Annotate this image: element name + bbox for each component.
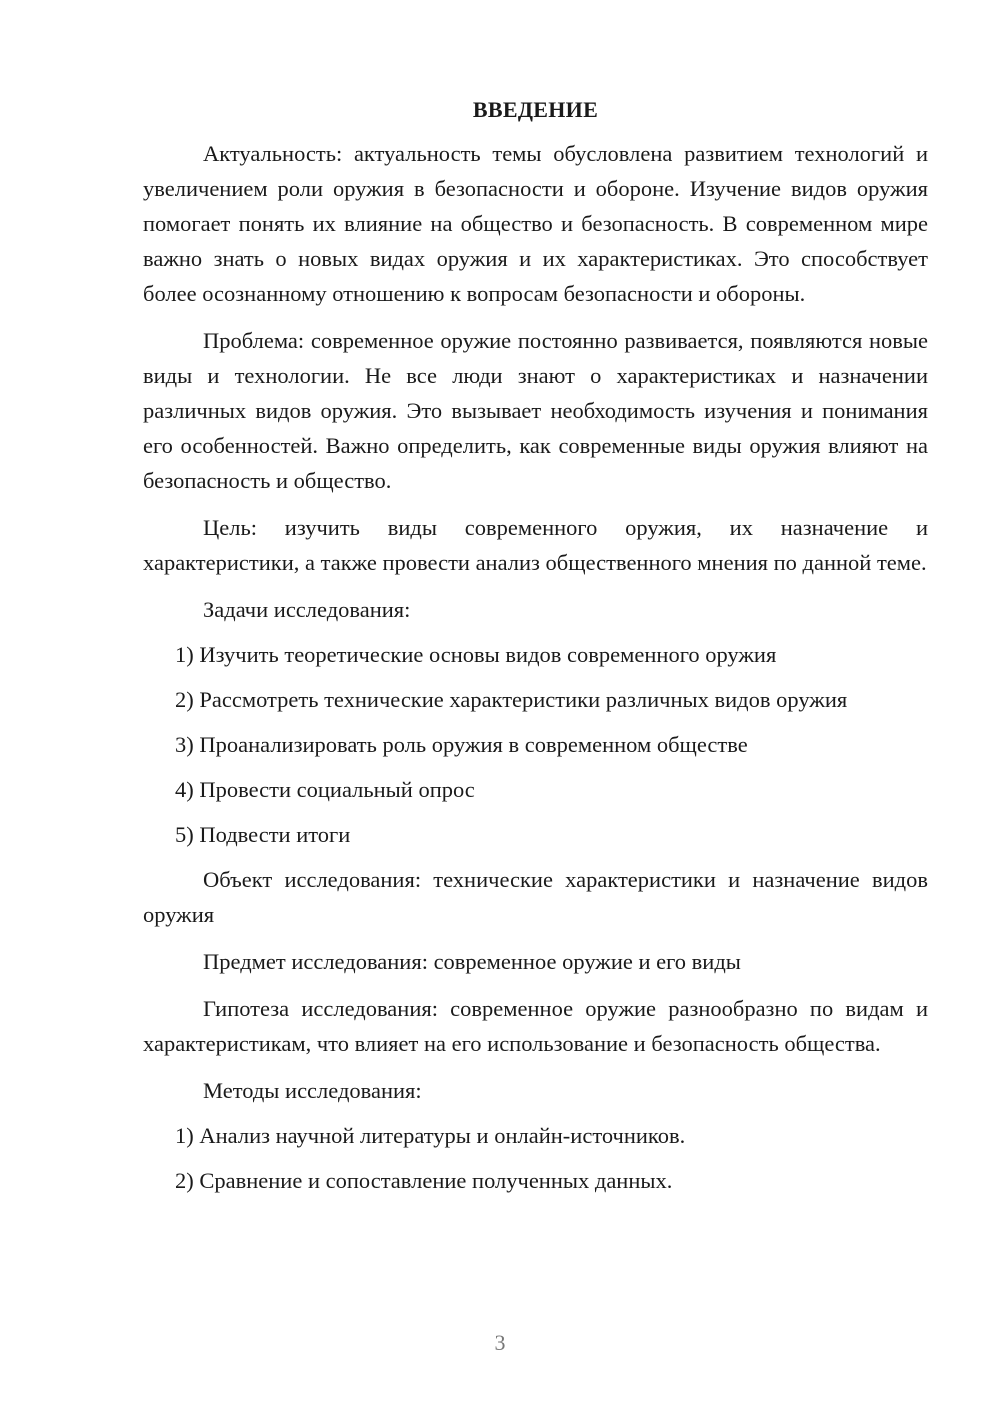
document-page <box>143 92 928 1208</box>
list-item: 4) Провести социальный опрос <box>175 777 475 802</box>
page-title: ВВЕДЕНИЕ <box>472 97 599 122</box>
list-item: 5) Подвести итоги <box>175 822 351 847</box>
list-item: 1) Анализ научной литературы и онлайн-источников. <box>175 1123 686 1148</box>
tasks-label: Задачи исследования: <box>203 597 411 622</box>
subject-paragraph: Предмет исследования: современное оружие и его виды <box>203 949 741 974</box>
list-item: 2) Сравнение и сопоставление полученных данных. <box>175 1168 673 1193</box>
tasks-list <box>143 637 928 852</box>
methods-label: Методы исследования: <box>203 1078 422 1103</box>
object-paragraph: Объект исследования: технические характеристики и назначение видов оружия <box>143 867 928 927</box>
methods-list <box>143 1118 928 1198</box>
problem-paragraph: Проблема: современное оружие постоянно развивается, появляются новые виды и технологии. Не все люди знают о характеристиках и назначении различных видов оружия. Это вызывает необходимость изучения и понимания его особенностей. Важно определить, как современные виды оружия влияют на безопасность и общество. <box>143 328 928 493</box>
list-item: 2) Рассмотреть технические характеристики различных видов оружия <box>175 687 848 712</box>
goal-paragraph: Цель: изучить виды современного оружия, их назначение и характеристики, а также провести анализ общественного мнения по данной теме. <box>143 515 928 575</box>
hypothesis-paragraph: Гипотеза исследования: современное оружие разнообразно по видам и характеристикам, что влияет на его использование и безопасность общества. <box>143 996 928 1056</box>
list-item: 1) Изучить теоретические основы видов современного оружия <box>175 642 777 667</box>
relevance-paragraph: Актуальность: актуальность темы обусловлена развитием технологий и увеличением роли оружия в безопасности и обороне. Изучение видов оружия помогает понять их влияние на общество и безопасность. В современном мире важно знать о новых видах оружия и их характеристиках. Это способствует более осознанному отношению к вопросам безопасности и обороны. <box>143 141 928 306</box>
list-item: 3) Проанализировать роль оружия в современном обществе <box>175 732 748 757</box>
page-number: 3 <box>494 1330 506 1355</box>
